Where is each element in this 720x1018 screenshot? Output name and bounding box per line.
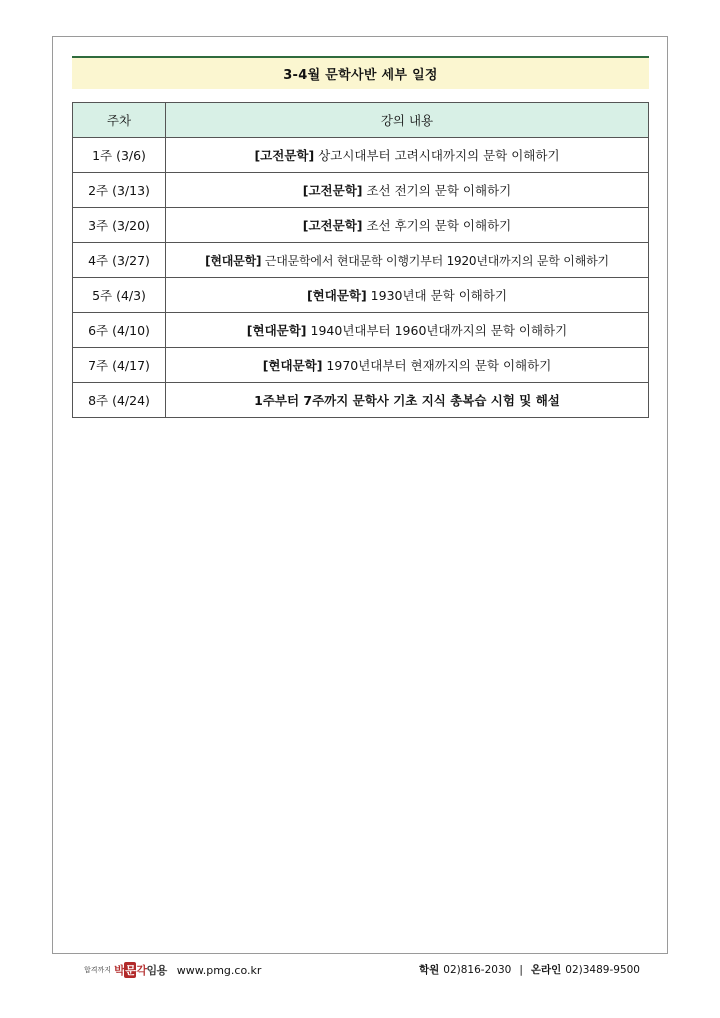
- content-cell: [166, 313, 649, 348]
- logo-brand-c: 각: [136, 964, 147, 977]
- logo-brand: [114, 962, 167, 978]
- category-tag: [현대문학]: [306, 288, 367, 303]
- week-cell: 3주 (3/20): [73, 208, 166, 243]
- week-cell: 6주 (4/10): [73, 313, 166, 348]
- content-cell: [166, 173, 649, 208]
- page-title: [72, 56, 649, 89]
- week-cell: 5주 (4/3): [73, 278, 166, 313]
- content-cell: [166, 348, 649, 383]
- logo-brand-a: 박: [114, 964, 125, 977]
- schedule-table: [72, 102, 649, 418]
- logo-slogan: 합격까지: [84, 966, 112, 974]
- online-phone: 02)3489-9500: [565, 963, 640, 976]
- table-row: [73, 348, 649, 383]
- academy-label: 학원: [419, 964, 440, 976]
- content-text: 조선 후기의 문학 이해하기: [362, 218, 512, 233]
- content-text: 조선 전기의 문학 이해하기: [362, 183, 512, 198]
- footer-left: [84, 962, 261, 978]
- week-cell: 7주 (4/17): [73, 348, 166, 383]
- content-cell: [166, 383, 649, 418]
- content-text: 근대문학에서 현대문학 이행기부터 1920년대까지의 문학 이해하기: [261, 253, 609, 268]
- footer-contact: [419, 962, 640, 977]
- academy-phone: 02)816-2030: [443, 963, 512, 976]
- header-content: 강의 내용: [166, 103, 649, 138]
- online-label: 온라인: [530, 964, 562, 976]
- week-cell: 8주 (4/24): [73, 383, 166, 418]
- page-footer: [0, 962, 720, 982]
- table-row: [73, 208, 649, 243]
- content-cell: [166, 138, 649, 173]
- category-tag: [고전문학]: [302, 218, 363, 233]
- week-cell: 2주 (3/13): [73, 173, 166, 208]
- table-row: [73, 173, 649, 208]
- contact-separator: |: [519, 963, 523, 976]
- content-text: 1970년대부터 현재까지의 문학 이해하기: [322, 358, 552, 373]
- header-week: 주차: [73, 103, 166, 138]
- category-tag: [현대문학]: [246, 323, 307, 338]
- logo-brand-d: 임용: [146, 964, 167, 977]
- table-row: [73, 138, 649, 173]
- table-row: [73, 243, 649, 278]
- website-link[interactable]: www.pmg.co.kr: [176, 963, 262, 977]
- content-text: 1주부터 7주까지 문학사 기초 지식 총복습 시험 및 해설: [254, 393, 560, 408]
- page-title-text: 3-4월 문학사반 세부 일정: [283, 68, 438, 83]
- logo-brand-b: 문: [125, 964, 136, 977]
- table-header-row: [73, 103, 649, 138]
- week-cell: 4주 (3/27): [73, 243, 166, 278]
- content-text: 상고시대부터 고려시대까지의 문학 이해하기: [314, 148, 560, 163]
- week-cell: 1주 (3/6): [73, 138, 166, 173]
- table-row: [73, 313, 649, 348]
- content-text: 1940년대부터 1960년대까지의 문학 이해하기: [306, 323, 568, 338]
- category-tag: [고전문학]: [302, 183, 363, 198]
- publisher-logo: [84, 962, 167, 978]
- content-cell: [166, 208, 649, 243]
- category-tag: [현대문학]: [205, 253, 262, 268]
- table-row: [73, 278, 649, 313]
- table-row: [73, 383, 649, 418]
- content-text: 1930년대 문학 이해하기: [366, 288, 508, 303]
- category-tag: [고전문학]: [254, 148, 315, 163]
- content-cell: [166, 243, 649, 278]
- content-cell: [166, 278, 649, 313]
- category-tag: [현대문학]: [262, 358, 323, 373]
